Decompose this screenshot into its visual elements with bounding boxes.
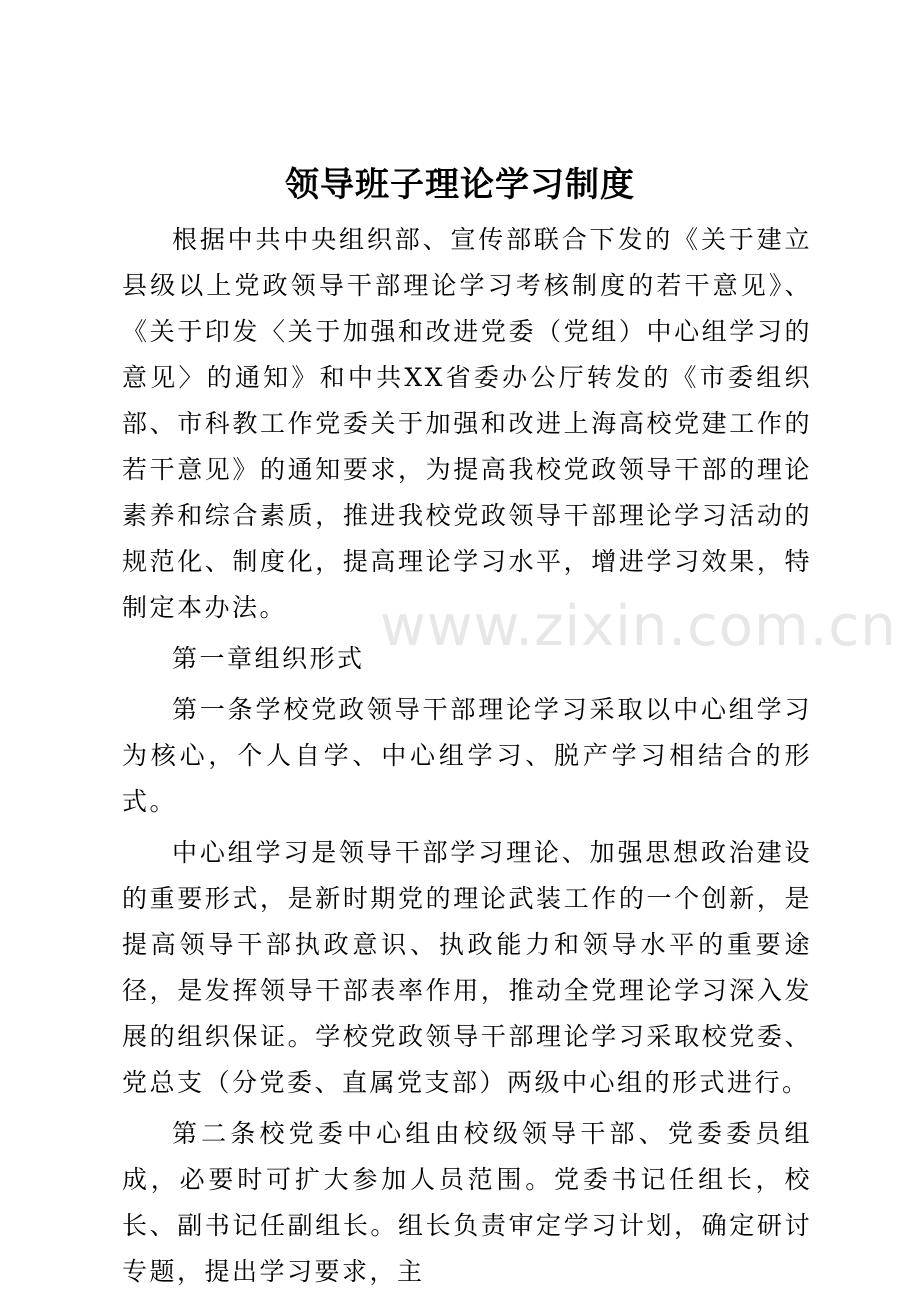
chapter-heading: 第一章组织形式	[172, 644, 365, 673]
document-title: 领导班子理论学习制度	[285, 165, 635, 205]
paragraph-center-group: 中心组学习是领导干部学习理论、加强思想政治建设的重要形式，是新时期党的理论武装工作的一个创新，是提高领导干部执政意识、执政能力和领导水平的重要途径，是发挥领导干部表率作用，推动全党理论学习深入发展的组织保证。学校党政领导干部理论学习采取校党委、党总支（分党委、直属党支部）两级中心组的形式进行。	[122, 838, 812, 1097]
paragraph-intro: 根据中共中央组织部、宣传部联合下发的《关于建立县级以上党政领导干部理论学习考核制度的若干意见》、《关于印发〈关于加强和改进党委（党组）中心组学习的意见〉的通知》和中共XX省委办公厅转发的《市委组织部、市科教工作党委关于加强和改进上海高校党建工作的若干意见》的通知要求，为提高我校党政领导干部的理论素养和综合素质，推进我校党政领导干部理论学习活动的规范化、制度化，提高理论学习水平，增进学习效果，特制定本办法。	[122, 225, 812, 622]
watermark: www.zixin.com.cn	[380, 594, 897, 659]
article-two: 第二条校党委中心组由校级领导干部、党委委员组成，必要时可扩大参加人员范围。党委书记任组长，校长、副书记任副组长。组长负责审定学习计划，确定研讨专题，提出学习要求，主	[122, 1119, 812, 1286]
document-body	[122, 217, 812, 1300]
article-one: 第一条学校党政领导干部理论学习采取以中心组学习为核心，个人自学、中心组学习、脱产学习相结合的形式。	[122, 695, 812, 816]
